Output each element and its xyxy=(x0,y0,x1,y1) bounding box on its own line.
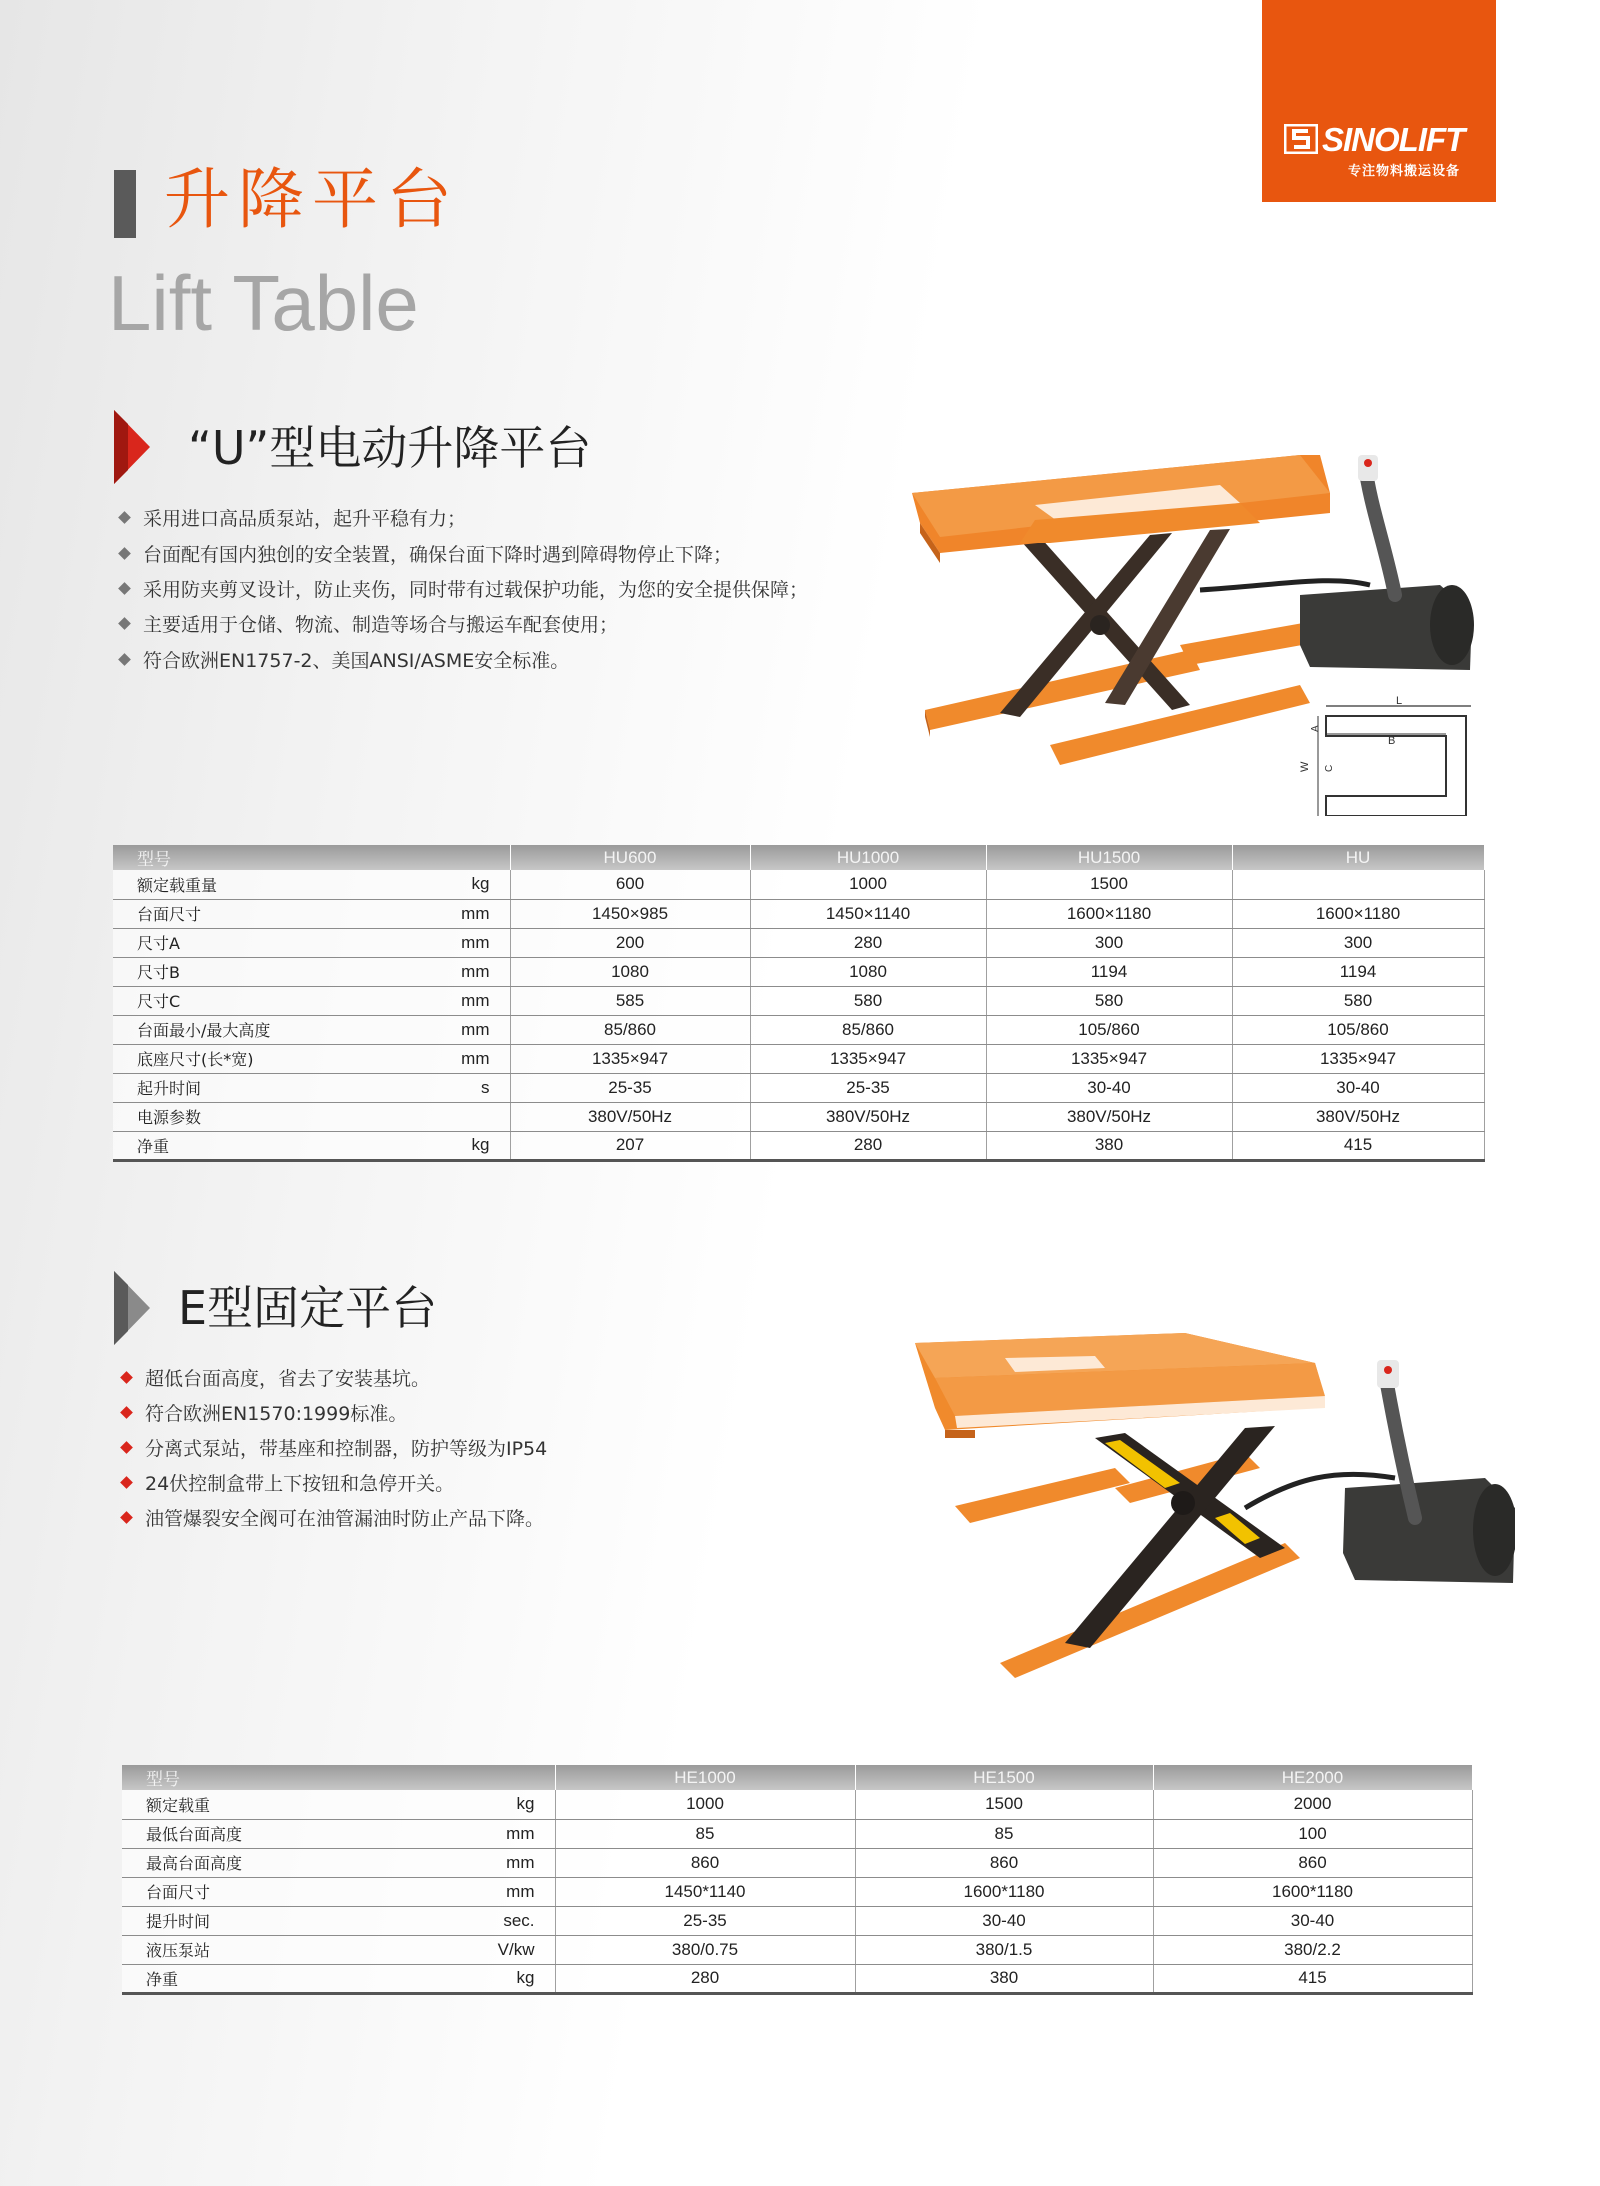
dim-label-l: L xyxy=(1396,696,1403,707)
table-cell: 1600*1180 xyxy=(855,1877,1153,1906)
u-dimension-diagram xyxy=(1296,696,1476,816)
row-unit: s xyxy=(314,1073,510,1102)
table-row xyxy=(113,1073,1484,1102)
e-lift-table-image xyxy=(915,1318,1515,1678)
table-cell: 600 xyxy=(510,870,750,899)
row-unit: kg xyxy=(314,1131,510,1160)
table-cell: 280 xyxy=(555,1964,855,1993)
list-item: 主要适用于仓储、物流、制造等场合与搬运车配套使用； xyxy=(116,606,808,641)
row-label: 最低台面高度 xyxy=(122,1819,392,1848)
bullet-diamond-icon xyxy=(120,1476,133,1489)
row-unit: kg xyxy=(314,870,510,899)
table-cell: 25-35 xyxy=(555,1906,855,1935)
row-unit: mm xyxy=(314,1015,510,1044)
brand-name: SINOLIFT xyxy=(1322,121,1465,158)
header-col: HU1000 xyxy=(750,845,986,870)
page-title-chinese: 升降平台 xyxy=(164,161,460,238)
row-label: 尺寸C xyxy=(113,986,314,1015)
table-cell: 1000 xyxy=(555,1790,855,1819)
table-cell: 1000 xyxy=(750,870,986,899)
table-cell: 2000 xyxy=(1153,1790,1472,1819)
table-cell: 860 xyxy=(555,1848,855,1877)
section-e-feature-list xyxy=(118,1360,547,1535)
row-label: 液压泵站 xyxy=(122,1935,392,1964)
table-cell: 1335×947 xyxy=(986,1044,1232,1073)
list-item: 24伏控制盒带上下按钮和急停开关。 xyxy=(118,1465,547,1500)
row-label: 底座尺寸(长*宽) xyxy=(113,1044,314,1073)
table-cell: 1600×1180 xyxy=(1232,899,1484,928)
table-cell: 280 xyxy=(750,928,986,957)
row-label: 台面尺寸 xyxy=(122,1877,392,1906)
table-cell: 300 xyxy=(1232,928,1484,957)
table-cell: 200 xyxy=(510,928,750,957)
bullet-diamond-icon xyxy=(120,1511,133,1524)
row-unit xyxy=(314,1102,510,1131)
table-cell: 1500 xyxy=(855,1790,1153,1819)
list-item: 超低台面高度，省去了安装基坑。 xyxy=(118,1360,547,1395)
section-u-feature-list xyxy=(116,500,808,677)
table-cell: 1080 xyxy=(510,957,750,986)
table-cell: 1080 xyxy=(750,957,986,986)
section-arrow-gray-icon xyxy=(114,1271,150,1345)
header-model: 型号 xyxy=(122,1765,555,1790)
row-unit: mm xyxy=(392,1819,555,1848)
row-unit: kg xyxy=(392,1964,555,1993)
dim-label-c: C xyxy=(1324,764,1335,772)
row-label: 净重 xyxy=(122,1964,392,1993)
table-cell: 380/0.75 xyxy=(555,1935,855,1964)
header-col: HU600 xyxy=(510,845,750,870)
row-unit: mm xyxy=(392,1877,555,1906)
e-spec-table xyxy=(122,1765,1473,1995)
table-row xyxy=(113,1044,1484,1073)
bullet-diamond-icon xyxy=(120,1441,133,1454)
table-cell: 580 xyxy=(986,986,1232,1015)
table-header-row xyxy=(122,1765,1472,1790)
header-col: HE1500 xyxy=(855,1765,1153,1790)
table-row xyxy=(122,1935,1472,1964)
sinolift-logo-icon xyxy=(1284,124,1318,154)
row-label: 起升时间 xyxy=(113,1073,314,1102)
table-cell: 105/860 xyxy=(986,1015,1232,1044)
row-unit: mm xyxy=(314,986,510,1015)
table-row xyxy=(122,1790,1472,1819)
table-cell xyxy=(1232,870,1484,899)
table-cell: 1450×1140 xyxy=(750,899,986,928)
row-label: 尺寸A xyxy=(113,928,314,957)
dim-label-b: B xyxy=(1388,735,1396,747)
row-unit: mm xyxy=(314,899,510,928)
table-cell: 380/2.2 xyxy=(1153,1935,1472,1964)
row-label: 台面尺寸 xyxy=(113,899,314,928)
page-title-english: Lift Table xyxy=(108,259,419,347)
row-unit: mm xyxy=(314,1044,510,1073)
title-accent-bar xyxy=(114,170,136,238)
row-label: 净重 xyxy=(113,1131,314,1160)
dim-label-a: A xyxy=(1310,725,1321,732)
table-cell: 85 xyxy=(855,1819,1153,1848)
table-cell: 1194 xyxy=(986,957,1232,986)
table-cell: 25-35 xyxy=(750,1073,986,1102)
bullet-diamond-icon xyxy=(120,1406,133,1419)
table-cell: 1194 xyxy=(1232,957,1484,986)
row-unit: mm xyxy=(392,1848,555,1877)
header-col: HE1000 xyxy=(555,1765,855,1790)
table-row xyxy=(122,1906,1472,1935)
table-row xyxy=(122,1877,1472,1906)
bullet-diamond-icon xyxy=(118,547,131,560)
table-cell: 380/1.5 xyxy=(855,1935,1153,1964)
table-row xyxy=(122,1964,1472,1993)
table-cell: 580 xyxy=(1232,986,1484,1015)
table-cell: 85/860 xyxy=(510,1015,750,1044)
table-cell: 300 xyxy=(986,928,1232,957)
row-unit: sec. xyxy=(392,1906,555,1935)
table-cell: 85 xyxy=(555,1819,855,1848)
dim-label-w: W xyxy=(1299,761,1311,772)
table-cell: 860 xyxy=(855,1848,1153,1877)
table-row xyxy=(113,928,1484,957)
table-cell: 100 xyxy=(1153,1819,1472,1848)
table-cell: 1500 xyxy=(986,870,1232,899)
table-cell: 1450*1140 xyxy=(555,1877,855,1906)
table-cell: 30-40 xyxy=(1232,1073,1484,1102)
bullet-diamond-icon xyxy=(118,582,131,595)
bullet-diamond-icon xyxy=(120,1371,133,1384)
table-cell: 85/860 xyxy=(750,1015,986,1044)
table-cell: 30-40 xyxy=(1153,1906,1472,1935)
list-item: 采用进口高品质泵站，起升平稳有力； xyxy=(116,500,808,535)
bullet-diamond-icon xyxy=(118,653,131,666)
table-cell: 105/860 xyxy=(1232,1015,1484,1044)
table-cell: 415 xyxy=(1153,1964,1472,1993)
row-label: 提升时间 xyxy=(122,1906,392,1935)
table-cell: 1600×1180 xyxy=(986,899,1232,928)
list-item: 油管爆裂安全阀可在油管漏油时防止产品下降。 xyxy=(118,1500,547,1535)
row-label: 尺寸B xyxy=(113,957,314,986)
row-label: 电源参数 xyxy=(113,1102,314,1131)
table-cell: 30-40 xyxy=(986,1073,1232,1102)
list-item: 符合欧洲EN1570:1999标准。 xyxy=(118,1395,547,1430)
section-u-title: “U”型电动升降平台 xyxy=(188,421,592,475)
table-row xyxy=(122,1848,1472,1877)
brand-tagline: 专注物料搬运设备 xyxy=(1348,164,1461,179)
table-cell: 1450×985 xyxy=(510,899,750,928)
table-cell: 415 xyxy=(1232,1131,1484,1160)
bullet-diamond-icon xyxy=(118,511,131,524)
list-item: 分离式泵站，带基座和控制器，防护等级为IP54 xyxy=(118,1430,547,1465)
table-cell: 585 xyxy=(510,986,750,1015)
table-cell: 380 xyxy=(855,1964,1153,1993)
row-unit: kg xyxy=(392,1790,555,1819)
list-item: 台面配有国内独创的安全装置，确保台面下降时遇到障碍物停止下降； xyxy=(116,535,808,570)
list-item: 采用防夹剪叉设计，防止夹伤，同时带有过载保护功能，为您的安全提供保障； xyxy=(116,571,808,606)
table-cell: 580 xyxy=(750,986,986,1015)
table-cell: 30-40 xyxy=(855,1906,1153,1935)
row-unit: mm xyxy=(314,957,510,986)
table-row xyxy=(113,1015,1484,1044)
table-row xyxy=(122,1819,1472,1848)
section-arrow-red-icon xyxy=(114,410,150,484)
table-header-row xyxy=(113,845,1484,870)
header-col: HU xyxy=(1232,845,1484,870)
table-cell: 380V/50Hz xyxy=(986,1102,1232,1131)
table-row xyxy=(113,1102,1484,1131)
table-row xyxy=(113,957,1484,986)
row-unit: V/kw xyxy=(392,1935,555,1964)
header-col: HE2000 xyxy=(1153,1765,1472,1790)
row-label: 最高台面高度 xyxy=(122,1848,392,1877)
table-cell: 207 xyxy=(510,1131,750,1160)
row-unit: mm xyxy=(314,928,510,957)
row-label: 额定载重量 xyxy=(113,870,314,899)
bullet-diamond-icon xyxy=(118,617,131,630)
header-col: HU1500 xyxy=(986,845,1232,870)
table-cell: 380V/50Hz xyxy=(1232,1102,1484,1131)
table-row xyxy=(113,986,1484,1015)
table-cell: 1600*1180 xyxy=(1153,1877,1472,1906)
table-cell: 1335×947 xyxy=(750,1044,986,1073)
table-cell: 1335×947 xyxy=(510,1044,750,1073)
header-model: 型号 xyxy=(113,845,510,870)
row-label: 台面最小/最大高度 xyxy=(113,1015,314,1044)
table-cell: 1335×947 xyxy=(1232,1044,1484,1073)
list-item: 符合欧洲EN1757-2、美国ANSI/ASME安全标准。 xyxy=(116,642,808,677)
table-cell: 280 xyxy=(750,1131,986,1160)
table-cell: 380 xyxy=(986,1131,1232,1160)
table-row xyxy=(113,899,1484,928)
u-spec-table xyxy=(113,845,1485,1162)
table-row xyxy=(113,870,1484,899)
table-cell: 380V/50Hz xyxy=(750,1102,986,1131)
table-row xyxy=(113,1131,1484,1160)
table-cell: 25-35 xyxy=(510,1073,750,1102)
row-label: 额定载重 xyxy=(122,1790,392,1819)
table-cell: 380V/50Hz xyxy=(510,1102,750,1131)
table-cell: 860 xyxy=(1153,1848,1472,1877)
section-e-title: E型固定平台 xyxy=(178,1281,438,1335)
